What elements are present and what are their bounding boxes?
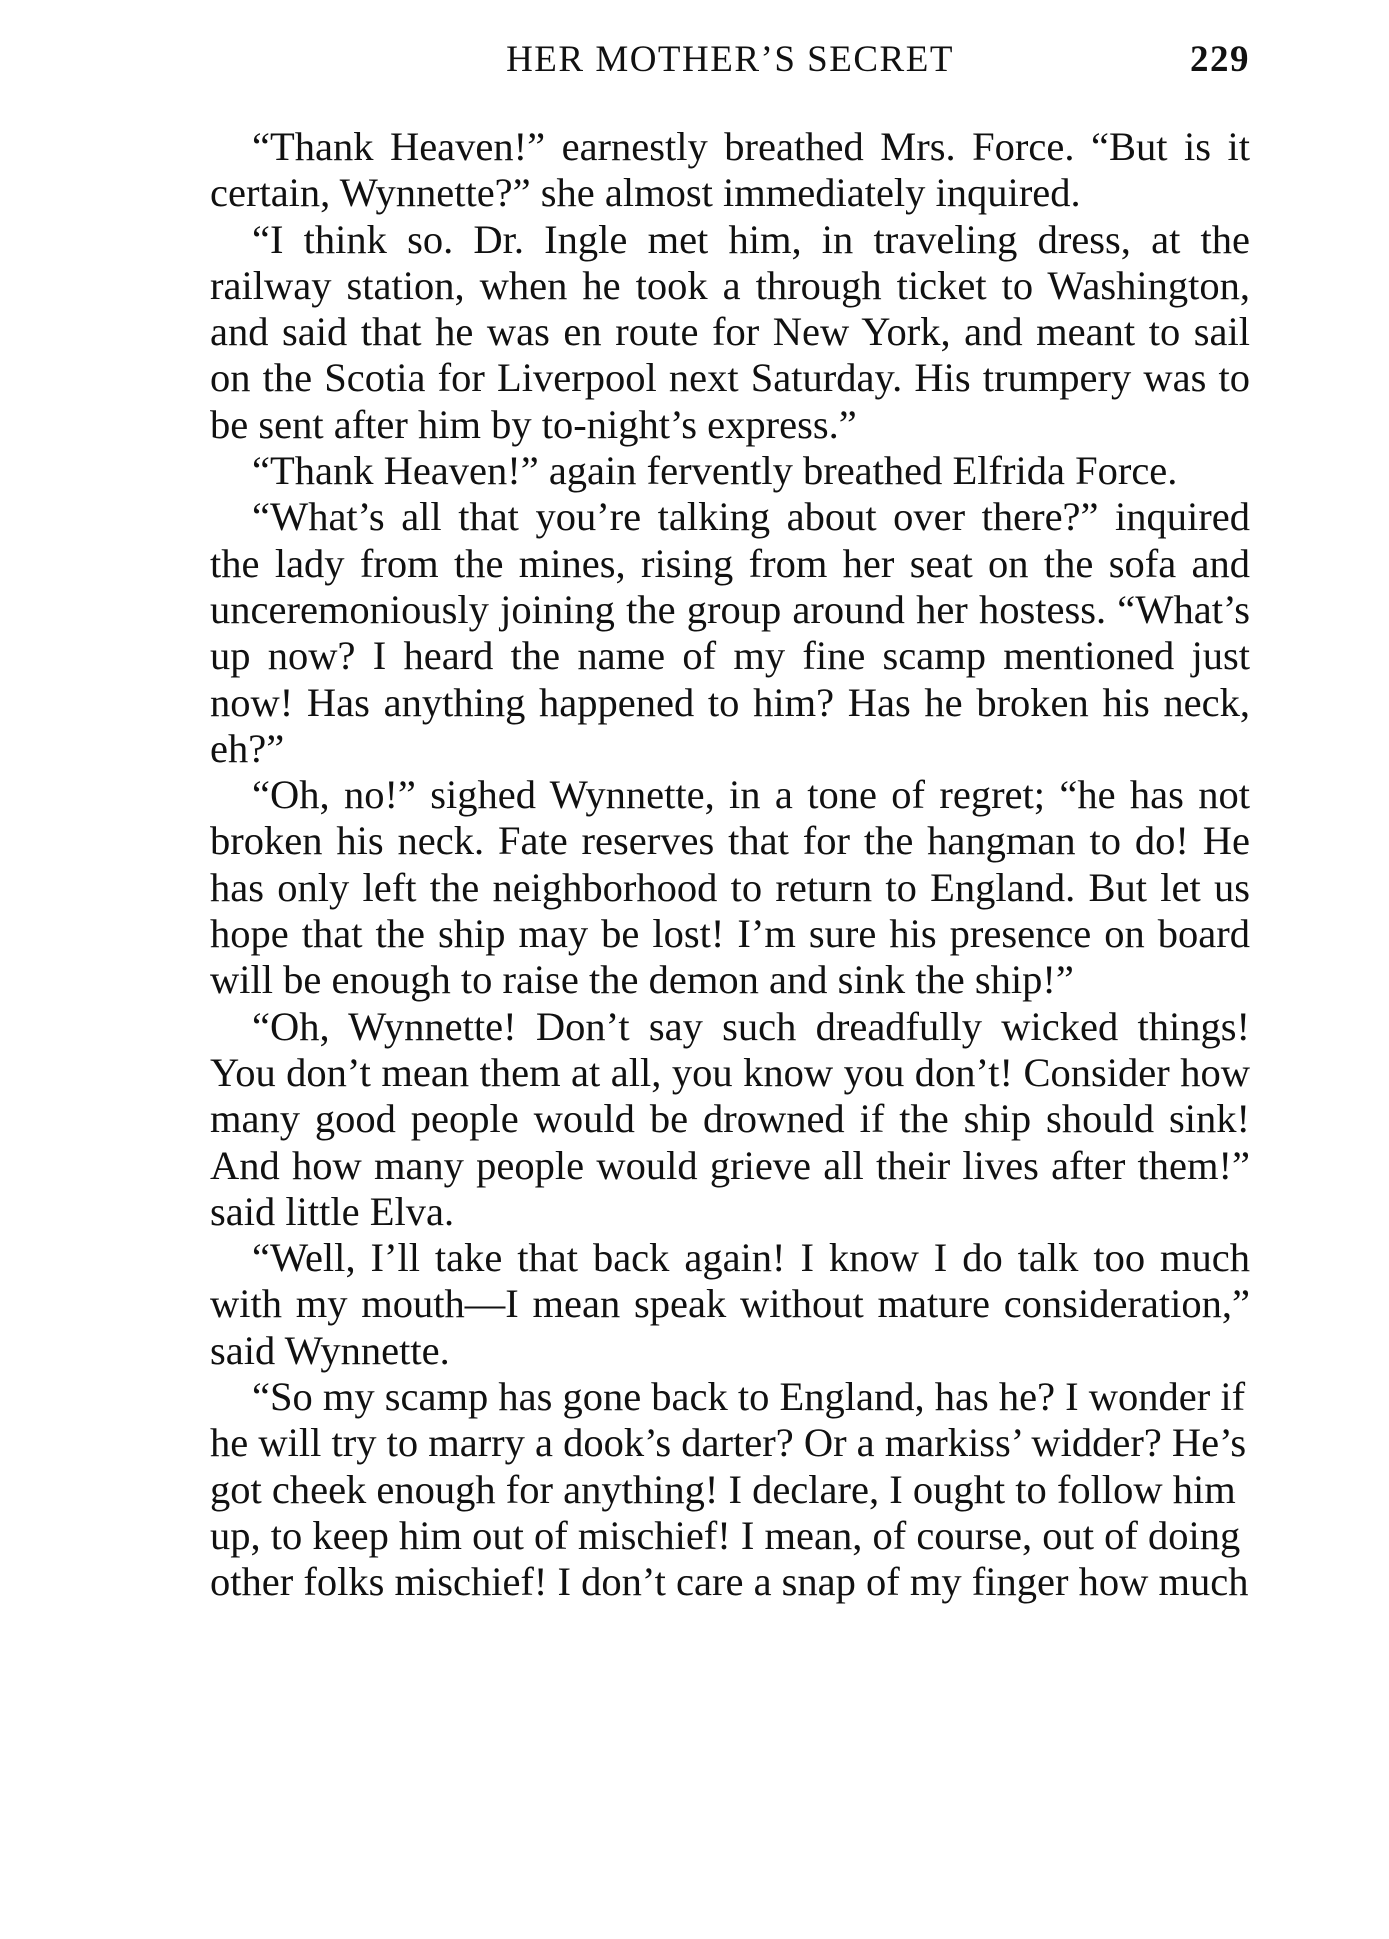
page-number: 229 — [1190, 39, 1250, 80]
paragraph: “Thank Heaven!” earnestly breathed Mrs. Force. “But is it certain, Wynnette?” she almost immediately inquired. — [210, 124, 1250, 216]
body-text — [210, 124, 1250, 1606]
paragraph: “What’s all that you’re talking about over there?” inquired the lady from the mines, rising from her seat on the sofa and unceremoniously joining the group around her hostess. “What’s up now? I heard the name of my fine scamp mentioned just now! Has anything happened to him? Has he broken his neck, eh?” — [210, 494, 1250, 771]
running-title: HER MOTHER’S SECRET — [506, 39, 954, 80]
paragraph: “Well, I’ll take that back again! I know I do talk too much with my mouth—I mean speak without mature consideration,” said Wynnette. — [210, 1235, 1250, 1373]
paragraph: “Oh, Wynnette! Don’t say such dreadfully wicked things! You don’t mean them at all, you know you don’t! Consider how many good people would be drowned if the ship should sink! And how many people would grieve all their lives after them!” said little Elva. — [210, 1003, 1250, 1234]
paragraph: “Thank Heaven!” again fervently breathed Elfrida Force. — [252, 448, 1178, 494]
paragraph: “I think so. Dr. Ingle met him, in traveling dress, at the railway station, when he took a through ticket to Washington, and said that he was en route for New York, and meant to sail on the Scotia for Liverpool next Saturday. His trumpery was to be sent after him by to-night’s express.” — [210, 216, 1250, 447]
page-header — [210, 38, 1250, 94]
paragraph: “Oh, no!” sighed Wynnette, in a tone of regret; “he has not broken his neck. Fate reserves that for the hangman to do! He has only left the neighborhood to return to England. But let us hope that the ship may be lost! I’m sure his presence on board will be enough to raise the demon and sink the ship!” — [210, 772, 1250, 1003]
paragraph: “So my scamp has gone back to England, has he? I wonder if he will try to marry a dook’s darter? Or a markiss’ widder? He’s got cheek enough for anything! I declare, I ought to follow him up, to keep him out of mischief! I mean, of course, out of doing other folks mischief! I don’t care a snap of my finger how much — [210, 1374, 1249, 1605]
